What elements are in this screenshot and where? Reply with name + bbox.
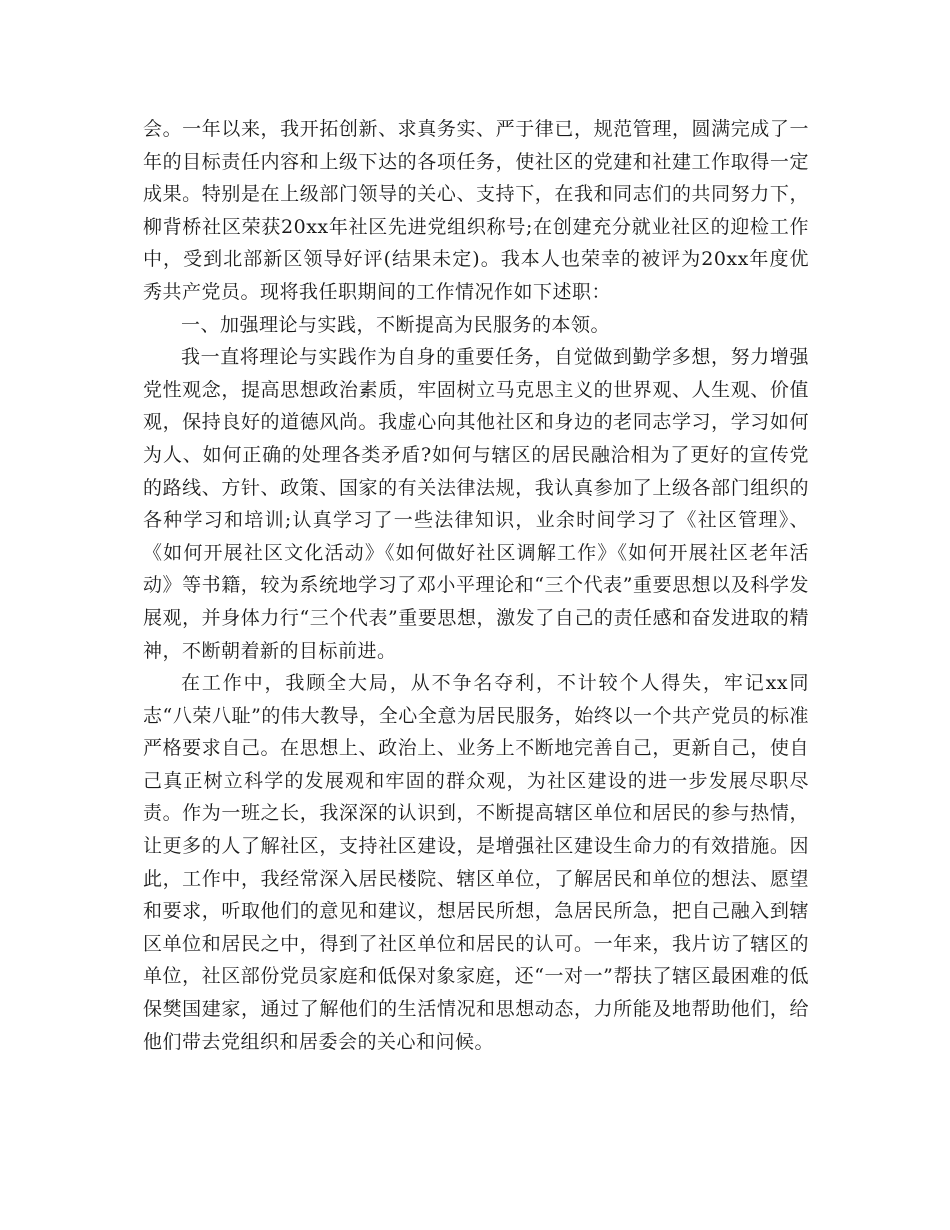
paragraph-work: 在工作中，我顾全大局，从不争名夺利，不计较个人得失，牢记xx同志“八荣八耻”的伟大教导，全心全意为居民服务，始终以一个共产党员的标准严格要求自己。在思想上、政治上、业务上不断地完善自己，更新自己，使自己真正树立科学的发展观和牢固的群众观，为社区建设的进一步发展尽职尽责。作为一班之长，我深深的认识到，不断提高辖区单位和居民的参与热情，让更多的人了解社区，支持社区建设，是增强社区建设生命力的有效措施。因此，工作中，我经常深入居民楼院、辖区单位，了解居民和单位的想法、愿望和要求，听取他们的意见和建议，想居民所想，急居民所急，把自己融入到辖区单位和居民之中，得到了社区单位和居民的认可。一年来，我片访了辖区的单位，社区部份党员家庭和低保对象家庭，还“一对一”帮扶了辖区最困难的低保樊国建家，通过了解他们的生活情况和思想动态，力所能及地帮助他们，给他们带去党组织和居委会的关心和问候。 [143,672,809,1053]
section-heading: 一、加强理论与实践，不断提高为民服务的本领。 [181,313,611,336]
paragraph-study: 我一直将理论与实践作为自身的重要任务，自觉做到勤学多想，努力增强党性观念，提高思想政治素质，牢固树立马克思主义的世界观、人生观、价值观，保持良好的道德风尚。我虚心向其他社区和身边的老同志学习，学习如何为人、如何正确的处理各类矛盾?如何与辖区的居民融洽相为了更好的宣传党的路线、方针、政策、国家的有关法律法规，我认真参加了上级各部门组织的各种学习和培训;认真学习了一些法律知识，业余时间学习了《社区管理》、《如何开展社区文化活动》《如何做好社区调解工作》《如何开展社区老年活动》等书籍，较为系统地学习了邓小平理论和“三个代表”重要思想以及科学发展观，并身体力行“三个代表”重要思想，激发了自己的责任感和奋发进取的精神，不断朝着新的目标前进。 [143,346,809,662]
document-body [143,113,809,1058]
paragraph-continuation: 会。一年以来，我开拓创新、求真务实、严于律已，规范管理，圆满完成了一年的目标责任内容和上级下达的各项任务，使社区的党建和社建工作取得一定成果。特别是在上级部门领导的关心、支持下，在我和同志们的共同努力下，柳背桥社区荣获20xx年社区先进党组织称号;在创建充分就业社区的迎检工作中，受到北部新区领导好评(结果未定)。我本人也荣幸的被评为20xx年度优秀共产党员。现将我任职期间的工作情况作如下述职： [143,118,809,303]
